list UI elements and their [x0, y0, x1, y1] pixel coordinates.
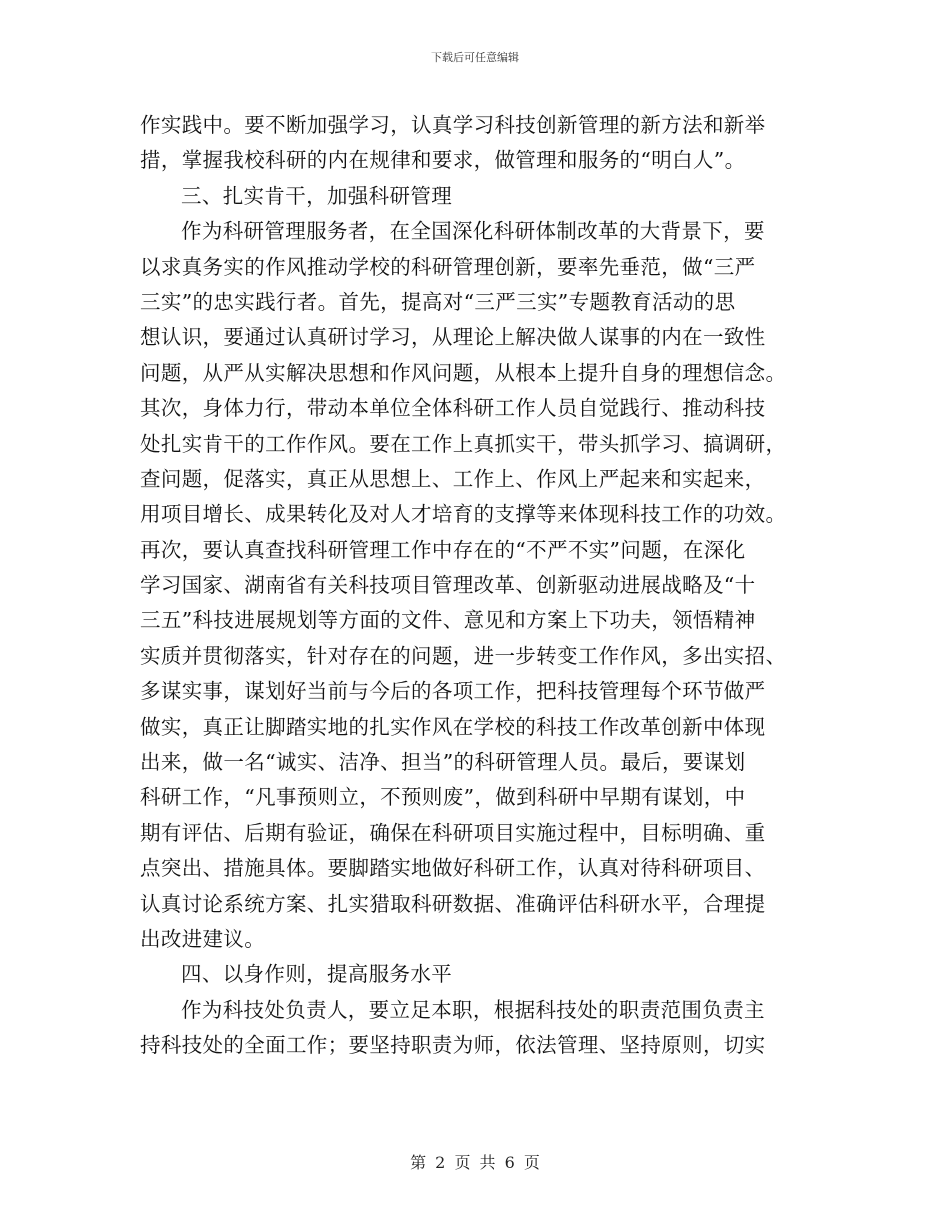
text-line: 查问题，促落实，真正从思想上、工作上、作风上严起来和实起来，	[140, 466, 766, 491]
text-line: 科研工作，“凡事预则立，不预则废”，做到科研中早期有谋划，中	[140, 785, 746, 810]
text-line: 实质并贯彻落实，针对存在的问题，进一步转变工作作风，多出实招、	[140, 643, 787, 668]
text-line: 期有评估、后期有验证，确保在科研项目实施过程中，目标明确、重	[140, 820, 766, 845]
text-line: 处扎实肯干的工作作风。要在工作上真抓实干，带头抓学习、搞调研，	[140, 431, 787, 456]
paragraph-first-line: 四、以身作则，提高服务水平	[181, 962, 453, 987]
text-line: 三实”的忠实践行者。首先，提高对“三严三实”专题教育活动的思	[140, 289, 736, 314]
page-header: 下载后可任意编辑	[431, 51, 519, 64]
text-line: 作实践中。要不断加强学习，认真学习科技创新管理的新方法和新举	[140, 113, 766, 137]
text-line: 措，掌握我校科研的内在规律和要求，做管理和服务的“明白人”。	[140, 148, 746, 173]
text-line: 做实，真正让脚踏实地的扎实作风在学校的科技工作改革创新中体现	[140, 714, 766, 739]
document-body	[140, 108, 820, 1064]
page-number: 第 2 页 共 6 页	[410, 1153, 540, 1172]
text-line: 以求真务实的作风推动学校的科研管理创新，要率先垂范，做“三严	[140, 254, 756, 279]
text-line: 想认识，要通过认真研讨学习，从理论上解决做人谋事的内在一致性	[140, 325, 766, 350]
text-line: 其次，身体力行，带动本单位全体科研工作人员自觉践行、推动科技	[140, 396, 766, 421]
paragraph-first-line: 三、扎实肯干，加强科研管理	[181, 183, 453, 208]
text-line: 三五”科技进展规划等方面的文件、意见和方案上下功夫，领悟精神	[140, 608, 756, 633]
text-line: 多谋实事，谋划好当前与今后的各项工作，把科技管理每个环节做严	[140, 679, 766, 704]
text-line: 点突出、措施具体。要脚踏实地做好科研工作，认真对待科研项目、	[140, 856, 766, 881]
text-line: 出改进建议。	[140, 926, 266, 951]
text-line: 持科技处的全面工作；要坚持职责为师，依法管理、坚持原则，切实	[140, 1033, 766, 1058]
text-line: 学习国家、湖南省有关科技项目管理改革、创新驱动进展战略及“十	[140, 573, 756, 598]
text-line: 认真讨论系统方案、扎实猎取科研数据、准确评估科研水平，合理提	[140, 891, 766, 916]
text-line: 出来，做一名“诚实、洁净、担当”的科研管理人员。最后，要谋划	[140, 750, 746, 775]
text-line: 问题，从严从实解决思想和作风问题，从根本上提升自身的理想信念。	[140, 360, 787, 385]
text-line: 再次，要认真查找科研管理工作中存在的“不严不实”问题，在深化	[140, 537, 746, 562]
text-line: 用项目增长、成果转化及对人才培育的支撑等来体现科技工作的功效。	[140, 502, 787, 527]
paragraph-first-line: 作为科研管理服务者，在全国深化科研体制改革的大背景下，要	[181, 219, 765, 244]
paragraph-first-line: 作为科技处负责人，要立足本职，根据科技处的职责范围负责主	[181, 997, 765, 1022]
